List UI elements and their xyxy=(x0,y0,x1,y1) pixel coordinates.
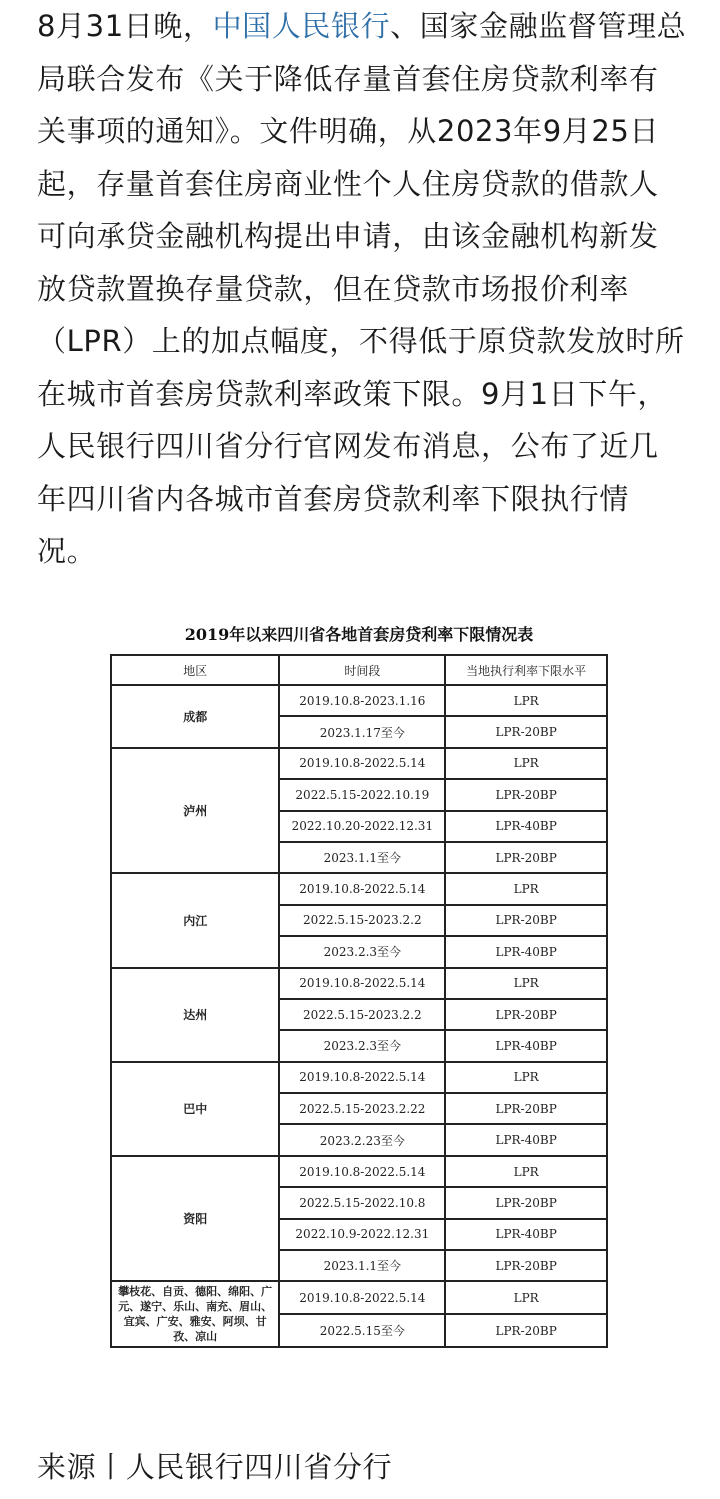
line-text: 起，存量首套住房商业性个人住房贷款的借款人 xyxy=(37,166,659,201)
article-line xyxy=(37,368,687,421)
period-cell: 2023.2.3至今 xyxy=(279,936,445,967)
article-line xyxy=(37,158,687,211)
period-cell: 2022.5.15-2022.10.8 xyxy=(279,1187,445,1218)
rate-cell: LPR-20BP xyxy=(445,779,607,810)
header-region: 地区 xyxy=(111,655,279,685)
rate-cell: LPR-20BP xyxy=(445,1250,607,1281)
region-cell: 资阳 xyxy=(111,1156,279,1282)
period-cell: 2022.5.15-2023.2.22 xyxy=(279,1093,445,1124)
article-line xyxy=(37,420,687,473)
table-row xyxy=(111,1281,607,1314)
article-line xyxy=(37,0,687,53)
header-rate: 当地执行利率下限水平 xyxy=(445,655,607,685)
article-line xyxy=(37,210,687,263)
rate-cell: LPR-20BP xyxy=(445,716,607,747)
table-row xyxy=(111,748,607,779)
period-cell: 2019.10.8-2022.5.14 xyxy=(279,1156,445,1187)
article-line xyxy=(37,473,687,526)
period-cell: 2022.5.15-2022.10.19 xyxy=(279,779,445,810)
table-row xyxy=(111,873,607,904)
table-row xyxy=(111,968,607,999)
period-cell: 2019.10.8-2022.5.14 xyxy=(279,748,445,779)
line-text: （LPR）上的加点幅度，不得低于原贷款发放时所 xyxy=(37,324,685,358)
rate-cell: LPR-20BP xyxy=(445,1093,607,1124)
line-text: 可向承贷金融机构提出申请，由该金融机构新发 xyxy=(37,219,659,253)
rate-cell: LPR-20BP xyxy=(445,1314,607,1347)
rate-cell: LPR-40BP xyxy=(445,1219,607,1250)
rate-table-image xyxy=(110,620,608,1348)
article-line xyxy=(37,525,687,578)
rate-cell: LPR-20BP xyxy=(445,842,607,873)
region-cell: 泸州 xyxy=(111,748,279,874)
region-cell: 内江 xyxy=(111,873,279,967)
article-body xyxy=(37,0,687,578)
table-title: 2019年以来四川省各地首套房贷利率下限情况表 xyxy=(184,625,534,644)
rate-cell: LPR xyxy=(445,685,607,716)
table-row xyxy=(111,685,607,716)
period-cell: 2023.2.3至今 xyxy=(279,1030,445,1061)
rate-cell: LPR xyxy=(445,748,607,779)
rate-cell: LPR xyxy=(445,1156,607,1187)
line-text: 在城市首套房贷款利率政策下限。9月1日下午， xyxy=(37,376,668,411)
period-cell: 2022.5.15-2023.2.2 xyxy=(279,905,445,936)
rate-cell: LPR-20BP xyxy=(445,1187,607,1218)
table-row xyxy=(111,1156,607,1187)
region-cell: 攀枝花、自贡、德阳、绵阳、广元、遂宁、乐山、南充、眉山、宜宾、广安、雅安、阿坝、甘孜、凉山 xyxy=(111,1281,279,1347)
rate-table xyxy=(110,654,608,1348)
line-text: 况。 xyxy=(37,534,97,568)
region-cell: 成都 xyxy=(111,685,279,748)
rate-cell: LPR-20BP xyxy=(445,999,607,1030)
period-cell: 2019.10.8-2022.5.14 xyxy=(279,1281,445,1314)
region-cell: 达州 xyxy=(111,968,279,1062)
article-line xyxy=(37,315,687,368)
rate-cell: LPR-20BP xyxy=(445,905,607,936)
period-cell: 2023.1.17至今 xyxy=(279,716,445,747)
article-line xyxy=(37,105,687,158)
line-text: 人民银行四川省分行官网发布消息，公布了近几 xyxy=(37,429,659,463)
rate-cell: LPR xyxy=(445,873,607,904)
line-text: 年四川省内各城市首套房贷款利率下限执行情 xyxy=(37,481,630,516)
table-header-row xyxy=(111,655,607,685)
rate-cell: LPR xyxy=(445,1062,607,1093)
period-cell: 2022.10.20-2022.12.31 xyxy=(279,811,445,842)
line-text: 局联合发布《关于降低存量首套住房贷款利率有 xyxy=(37,61,659,96)
source-credit: 来源丨人民银行四川省分行 xyxy=(37,1450,393,1484)
period-cell: 2023.1.1至今 xyxy=(279,842,445,873)
line-text: 关事项的通知》。文件明确，从2023年9月25日 xyxy=(37,114,660,148)
pboc-link[interactable]: 中国人民银行 xyxy=(212,9,391,43)
period-cell: 2022.5.15-2023.2.2 xyxy=(279,999,445,1030)
rate-cell: LPR-40BP xyxy=(445,811,607,842)
rate-cell: LPR-40BP xyxy=(445,1124,607,1155)
period-cell: 2023.2.23至今 xyxy=(279,1124,445,1155)
rate-cell: LPR xyxy=(445,968,607,999)
period-cell: 2019.10.8-2022.5.14 xyxy=(279,1062,445,1093)
article-paragraph xyxy=(37,0,687,578)
period-cell: 2019.10.8-2023.1.16 xyxy=(279,685,445,716)
article-line xyxy=(37,53,687,106)
header-period: 时间段 xyxy=(279,655,445,685)
line-text: 8月31日晚， xyxy=(37,9,213,43)
rate-cell: LPR-40BP xyxy=(445,936,607,967)
rate-cell: LPR-40BP xyxy=(445,1030,607,1061)
period-cell: 2023.1.1至今 xyxy=(279,1250,445,1281)
line-text: 放贷款置换存量贷款，但在贷款市场报价利率 xyxy=(37,271,630,306)
table-row xyxy=(111,1062,607,1093)
period-cell: 2022.5.15至今 xyxy=(279,1314,445,1347)
period-cell: 2022.10.9-2022.12.31 xyxy=(279,1219,445,1250)
region-cell: 巴中 xyxy=(111,1062,279,1156)
period-cell: 2019.10.8-2022.5.14 xyxy=(279,968,445,999)
rate-cell: LPR xyxy=(445,1281,607,1314)
line-text: 、国家金融监督管理总 xyxy=(390,9,687,43)
period-cell: 2019.10.8-2022.5.14 xyxy=(279,873,445,904)
article-line xyxy=(37,263,687,316)
